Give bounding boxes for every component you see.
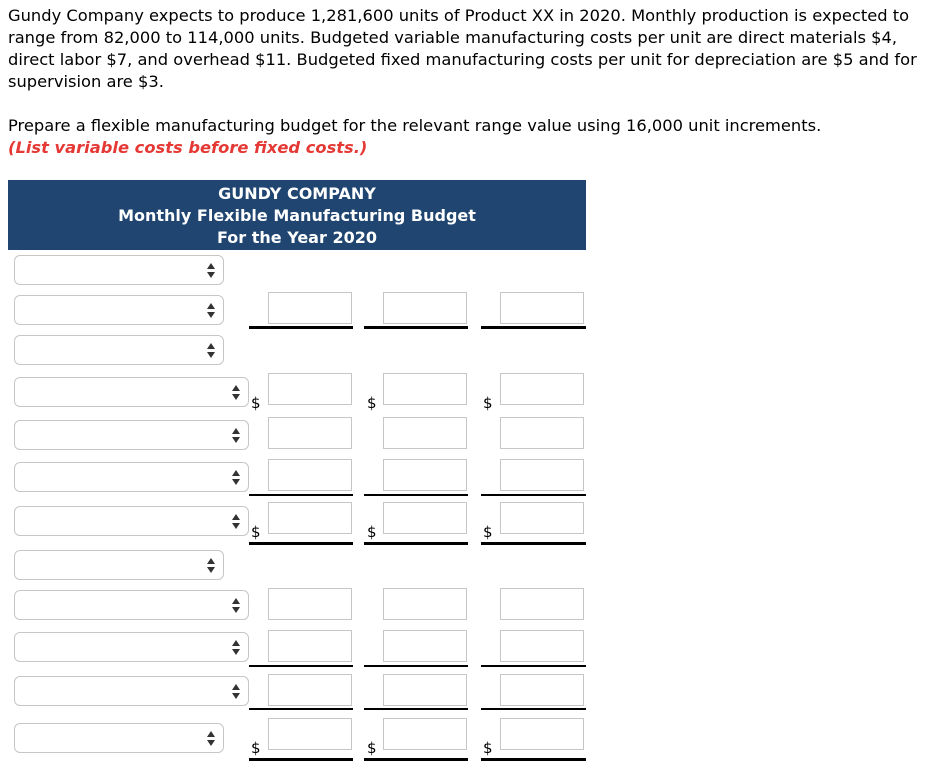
select-arrows-icon	[232, 514, 241, 530]
select-arrows-icon	[207, 303, 216, 319]
amount-input[interactable]	[268, 292, 352, 324]
amount-input[interactable]	[383, 718, 467, 750]
column-rule	[364, 542, 468, 545]
select-arrows-icon	[232, 470, 241, 486]
column-rule	[249, 758, 353, 761]
row-label-select[interactable]	[14, 377, 249, 407]
amount-input[interactable]	[383, 373, 467, 405]
dollar-sign: $	[251, 739, 261, 757]
row-label-select[interactable]	[14, 255, 224, 285]
amount-input[interactable]	[383, 459, 467, 491]
instructions-text: Prepare a flexible manufacturing budget for the relevant range value using 16,000 unit increments.	[8, 116, 822, 135]
dollar-sign: $	[367, 739, 377, 757]
amount-input[interactable]	[268, 588, 352, 620]
row-label-select[interactable]	[14, 462, 249, 492]
select-arrows-icon	[232, 385, 241, 401]
amount-input[interactable]	[500, 718, 584, 750]
problem-text: Gundy Company expects to produce 1,281,600 units of Product XX in 2020. Monthly production is expected to range from 82,000 to 114,000 units. Budgeted variable manufacturing costs per unit are direct materials $4, direct labor $7, and overhead $11. Budgeted fixed manufacturing costs per unit for depreciation are $5 and for supervision are $3.	[8, 6, 917, 91]
column-rule	[481, 542, 586, 545]
dollar-sign: $	[483, 739, 493, 757]
row-label-select[interactable]	[14, 676, 249, 706]
column-rule	[481, 494, 586, 496]
amount-input[interactable]	[383, 292, 467, 324]
column-rule	[364, 326, 468, 329]
select-arrows-icon	[207, 558, 216, 574]
amount-input[interactable]	[500, 417, 584, 449]
amount-input[interactable]	[268, 630, 352, 662]
row-label-select[interactable]	[14, 590, 249, 620]
amount-input[interactable]	[383, 674, 467, 706]
instructions	[8, 115, 920, 159]
amount-input[interactable]	[268, 417, 352, 449]
row-label-select[interactable]	[14, 420, 249, 450]
column-rule	[481, 665, 586, 667]
company-name: GUNDY COMPANY	[218, 184, 376, 203]
dollar-sign: $	[483, 394, 493, 412]
column-rule	[364, 708, 468, 710]
amount-input[interactable]	[383, 630, 467, 662]
amount-input[interactable]	[500, 588, 584, 620]
column-rule	[481, 708, 586, 710]
amount-input[interactable]	[500, 674, 584, 706]
amount-input[interactable]	[500, 630, 584, 662]
instructions-note: (List variable costs before fixed costs.)	[8, 138, 368, 157]
row-label-select[interactable]	[14, 723, 224, 753]
budget-period: For the Year 2020	[217, 228, 377, 247]
row-label-select[interactable]	[14, 335, 224, 365]
dollar-sign: $	[367, 394, 377, 412]
amount-input[interactable]	[500, 292, 584, 324]
dollar-sign: $	[367, 523, 377, 541]
select-arrows-icon	[207, 263, 216, 279]
select-arrows-icon	[232, 428, 241, 444]
dollar-sign: $	[251, 394, 261, 412]
select-arrows-icon	[207, 343, 216, 359]
amount-input[interactable]	[268, 459, 352, 491]
amount-input[interactable]	[500, 459, 584, 491]
amount-input[interactable]	[268, 674, 352, 706]
amount-input[interactable]	[500, 373, 584, 405]
select-arrows-icon	[232, 598, 241, 614]
amount-input[interactable]	[383, 502, 467, 534]
amount-input[interactable]	[383, 417, 467, 449]
column-rule	[364, 758, 468, 761]
column-rule	[364, 665, 468, 667]
row-label-select[interactable]	[14, 295, 224, 325]
select-arrows-icon	[207, 731, 216, 747]
column-rule	[249, 542, 353, 545]
row-label-select[interactable]	[14, 506, 249, 536]
amount-input[interactable]	[268, 718, 352, 750]
select-arrows-icon	[232, 640, 241, 656]
amount-input[interactable]	[383, 588, 467, 620]
column-rule	[249, 494, 353, 496]
column-rule	[249, 326, 353, 329]
column-rule	[481, 758, 586, 761]
row-label-select[interactable]	[14, 550, 224, 580]
column-rule	[364, 494, 468, 496]
column-rule	[249, 708, 353, 710]
column-rule	[249, 665, 353, 667]
row-label-select[interactable]	[14, 632, 249, 662]
budget-title: Monthly Flexible Manufacturing Budget	[118, 206, 476, 225]
dollar-sign: $	[483, 523, 493, 541]
dollar-sign: $	[251, 523, 261, 541]
budget-header	[8, 180, 586, 250]
column-rule	[481, 326, 586, 329]
amount-input[interactable]	[500, 502, 584, 534]
amount-input[interactable]	[268, 502, 352, 534]
select-arrows-icon	[232, 684, 241, 700]
amount-input[interactable]	[268, 373, 352, 405]
